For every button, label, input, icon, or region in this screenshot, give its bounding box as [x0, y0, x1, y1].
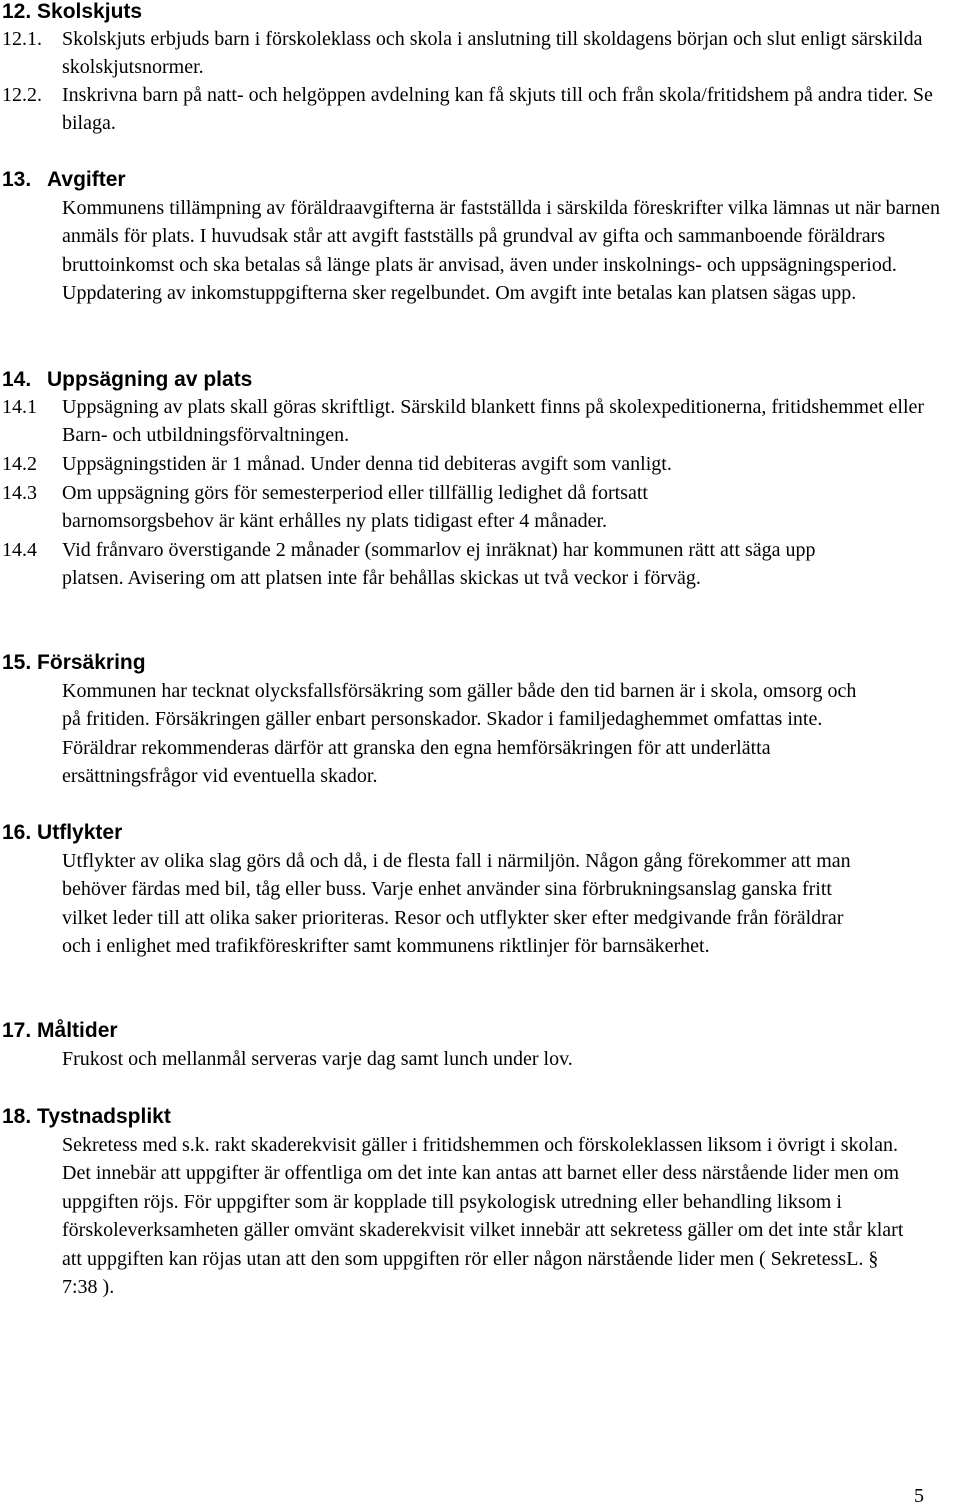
section-15	[2, 649, 960, 791]
item-number: 14.3	[2, 482, 37, 504]
item-text: Vid frånvaro överstigande 2 månader (sommarlov ej inräknat) har kommunen rätt att säga upp platsen. Avisering om att platsen inte får behållas skickas ut två veckor i förväg.	[62, 539, 816, 590]
section-14-item-4	[2, 536, 960, 593]
section-title: Avgifter	[47, 168, 126, 191]
section-body: Kommunens tillämpning av föräldraavgifterna är fastställda i särskilda föreskrifter vilka lämnas ut när barnen anmäls för plats. I huvudsak står att avgift fastställs på grundval av gifta och sammanboende föräldrars bruttoinkomst och ska betalas så länge plats är anvisad, även under inskolnings- och uppsägningsperiod. Uppdatering av inkomstuppgifterna sker regelbundet. Om avgift inte betalas kan platsen sägas upp.	[62, 197, 941, 305]
section-13	[2, 166, 960, 308]
section-14-item-1	[2, 393, 960, 450]
section-body: Utflykter av olika slag görs då och då, i de flesta fall i närmiljön. Någon gång förekommer att man behöver färdas med bil, tåg eller buss. Varje enhet använder sina förbrukningsanslag ganska fritt vilket leder till att olika saker prioriteras. Resor och utflykter sker efter medgivande från föräldrar och i enlighet med trafikföreskrifter samt kommunens riktlinjer för barnsäkerhet.	[62, 850, 851, 958]
section-title: Utflykter	[37, 821, 123, 844]
section-18	[2, 1103, 960, 1301]
item-text: Uppsägning av plats skall göras skriftligt. Särskild blankett finns på skolexpeditionerna, fritidshemmet eller Barn- och utbildningsförvaltningen.	[62, 396, 925, 447]
section-number: 17.	[2, 1019, 32, 1042]
section-number: 18.	[2, 1105, 32, 1128]
section-heading: 12. Skolskjuts	[2, 0, 143, 23]
section-body: Sekretess med s.k. rakt skaderekvisit gäller i fritidshemmen och förskoleklassen liksom i övrigt i skolan. Det innebär att uppgifter är offentliga om det inte kan antas att barnet eller dess närstående lider men om uppgiften röjs. För uppgifter som är kopplade till psykologisk utredning eller behandling liksom i förskoleverksamheten gäller omvänt skaderekvisit vilket innebär att sekretess gäller om det inte står klart att uppgiften kan röjas utan att den som uppgiften rör eller någon närstående lider men ( SekretessL. § 7:38 ).	[62, 1134, 904, 1299]
page-number: 5	[914, 1485, 924, 1507]
item-text: Skolskjuts erbjuds barn i förskoleklass och skola i anslutning till skoldagens början och slut enligt särskilda skolskjutsnormer.	[62, 28, 923, 79]
section-number: 13.	[2, 168, 32, 191]
item-number: 12.2.	[2, 84, 42, 106]
item-text: Inskrivna barn på natt- och helgöppen avdelning kan få skjuts till och från skola/fritidshem på andra tider. Se bilaga.	[62, 84, 933, 135]
section-14-item-2	[2, 450, 960, 478]
section-title: Uppsägning av plats	[47, 368, 253, 391]
section-title: Tystnadsplikt	[37, 1105, 171, 1128]
item-text: Om uppsägning görs för semesterperiod eller tillfällig ledighet då fortsatt barnomsorgsbehov är känt erhålles ny plats tidigast efter 4 månader.	[62, 482, 648, 533]
section-body: Kommunen har tecknat olycksfallsförsäkring som gäller både den tid barnen är i skola, omsorg och på fritiden. Försäkringen gäller enbart personskador. Skador i familjedaghemmet omfattas inte. Föräldrar rekommenderas därför att granska den egna hemförsäkringen för att underlätta ersättningsfrågor vid eventuella skador.	[62, 680, 857, 788]
section-16	[2, 819, 960, 961]
section-14-item-3	[2, 479, 960, 536]
section-number: 14.	[2, 368, 32, 391]
section-number: 16.	[2, 821, 32, 844]
item-number: 14.2	[2, 453, 37, 475]
section-title: Måltider	[37, 1019, 118, 1042]
section-12-item-1	[2, 25, 960, 82]
item-number: 14.1	[2, 396, 37, 418]
item-text: Uppsägningstiden är 1 månad. Under denna tid debiteras avgift som vanligt.	[62, 453, 672, 475]
item-number: 12.1.	[2, 28, 42, 50]
section-14	[2, 366, 960, 394]
item-number: 14.4	[2, 539, 37, 561]
section-number: 15.	[2, 651, 32, 674]
section-12-item-2	[2, 81, 960, 138]
section-body: Frukost och mellanmål serveras varje dag samt lunch under lov.	[62, 1048, 573, 1070]
section-12	[2, 0, 960, 26]
section-title: Försäkring	[37, 651, 146, 674]
section-17	[2, 1017, 960, 1073]
